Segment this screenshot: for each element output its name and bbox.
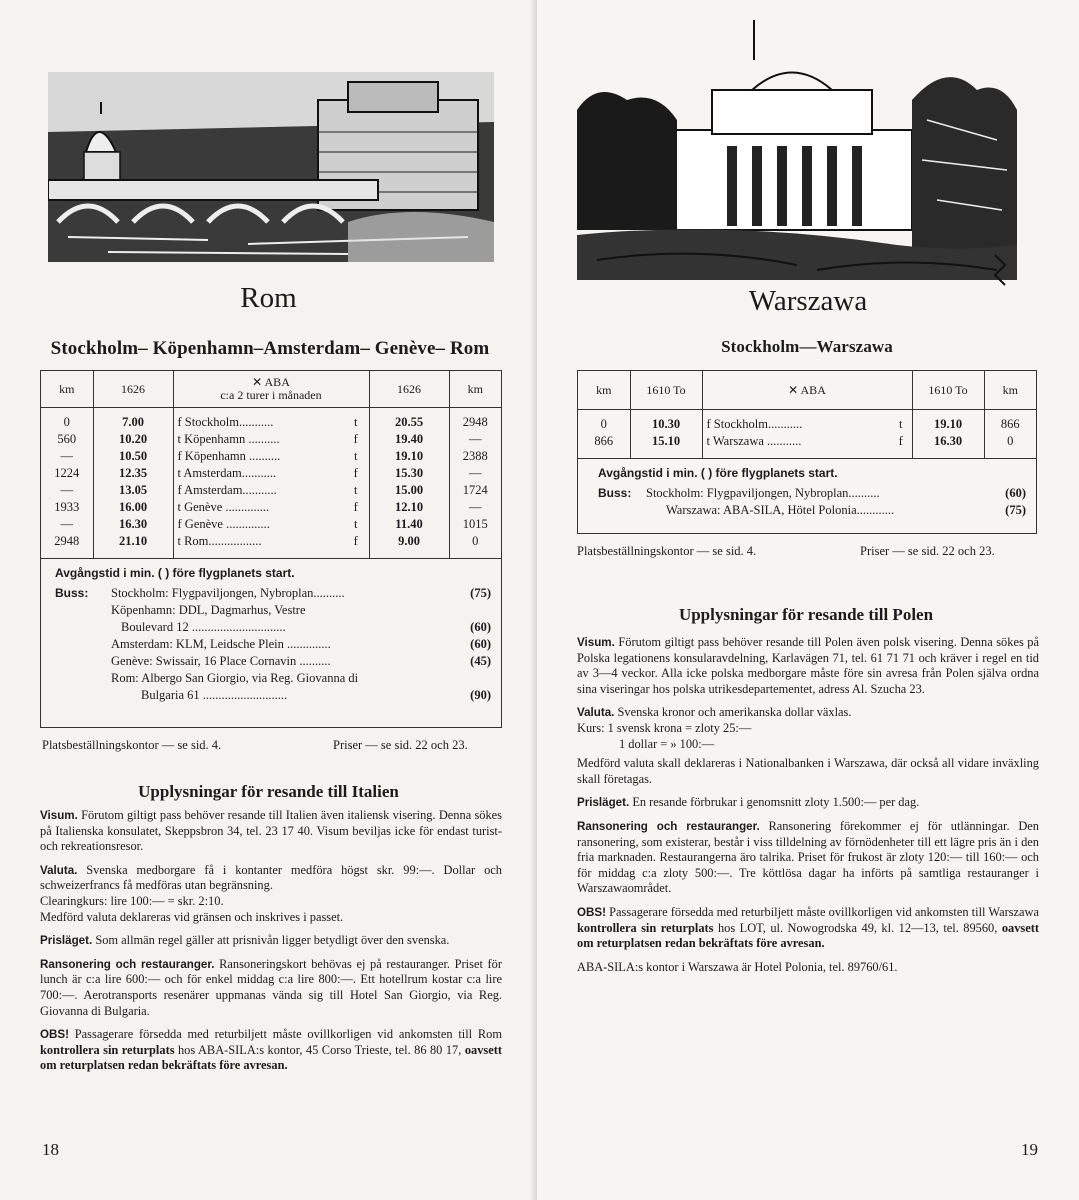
table-row: 2948 21.10 t Rom................. f 9.00 0	[41, 533, 501, 558]
page-number: 19	[1021, 1140, 1038, 1159]
table-row: 0 10.30 f Stockholm........... t 19.10 866	[578, 410, 1036, 434]
price-ref: Priser — se sid. 22 och 23.	[333, 738, 468, 752]
table-row: 560 10.20 t Köpenhamn .......... f 19.40 —	[41, 431, 501, 448]
bus-row: Amsterdam: KLM, Leidsche Plein .............. (60)	[111, 637, 491, 651]
table-row: 1933 16.00 t Genève .............. f 12.10 —	[41, 499, 501, 516]
rome-illustration	[48, 72, 494, 262]
bus-row: Buss: Stockholm: Flygpaviljongen, Nybroplan.......... (60)	[598, 486, 1026, 500]
bus-row: Boulevard 12 .............................. (60)	[121, 620, 491, 634]
table-row: 0 7.00 f Stockholm........... t 20.55 2948	[41, 408, 501, 432]
section-heading: Upplysningar för resande till Polen	[678, 605, 934, 624]
col-km-return: km	[984, 371, 1036, 410]
col-km: km	[41, 371, 93, 408]
bus-row: Genève: Swissair, 16 Place Cornavin .......... (45)	[111, 654, 491, 668]
col-flight: 1626	[93, 371, 173, 408]
table-row: — 13.05 f Amsterdam........... t 15.00 1724	[41, 482, 501, 499]
route-title: Stockholm—Warszawa	[721, 337, 893, 356]
col-airline: ✕ ABA	[702, 371, 912, 410]
bus-row: Bulgaria 61 ........................... (90)	[141, 688, 491, 702]
col-flight: 1610 To	[630, 371, 702, 410]
route-title: Stockholm– Köpenhamn–Amsterdam– Genève– Rom	[50, 338, 490, 359]
timetable	[41, 371, 501, 558]
bus-row: Rom: Albergo San Giorgio, via Reg. Giovanna di	[111, 671, 359, 685]
page-left	[0, 0, 537, 1200]
table-row: — 16.30 f Genève .............. t 11.40 1015	[41, 516, 501, 533]
timetable	[578, 371, 1036, 458]
timetable-notes	[578, 459, 1036, 527]
city-title: Warszawa	[748, 285, 868, 317]
timetable-box	[577, 370, 1037, 534]
city-title: Rom	[240, 282, 297, 314]
note-heading: Avgångstid i min. ( ) före flygplanets start.	[55, 566, 295, 580]
info-text: Visum. Förutom giltigt pass behöver resande till Polen även polsk visering. Denna sökes på Polska legationens konsularavdelning, Karlavägen 71, tel. 61 71 71 och kräver i regel en tid av 3—4 veckor. Alla icke polska medborgare måste före sin avresa från Polen själva ordna sina viseringar hos polska utrikesdepartementet, adress Al. Szucha 23. Valuta. Svenska kronor och amerikanska dollar växlas. Kurs: 1 svensk krona = zloty 25:— 1 dollar = » 100:— Medförd valuta skall deklareras i Nationalbanken i Warszawa, där också all vidare inväxling skall företagas. Prisläget. En resande förbrukar i genomsnitt zloty 1.500:— per dag. Ransonering och restauranger. Ransonering förekommer ej för utlänningar. Den ransonering, som existerar, består i viss tilldelning av förnödenheter till ett lägre pris än i den fria marknaden. Restaurangerna äro talrika. Priset för frukost är zloty 120:— till 160:— och för middag c:a zloty 500:—. Tre köttlösa dagar ha införts på samtliga restauranger i Warszawaområdet. OBS! Passagerare försedda med returbiljett måste ovillkorligen vid ankomsten till Warszawa kontrollera sin returplats hos LOT, ul. Nowogrodska 49, kl. 12—13, tel. 89560, oavsett om returplatsen redan bekräftats före avresan. ABA-SILA:s kontor i Warszawa är Hotel Polonia, tel. 89760/61.	[577, 635, 1039, 974]
warsaw-illustration	[577, 20, 1017, 290]
timetable-box	[40, 370, 502, 728]
page-right	[537, 0, 1079, 1200]
col-km: km	[578, 371, 630, 410]
col-flight-return: 1626	[369, 371, 449, 408]
bus-row: Buss: Stockholm: Flygpaviljongen, Nybroplan.......... (75)	[55, 586, 491, 600]
table-row: — 10.50 f Köpenhamn .......... t 19.10 2388	[41, 448, 501, 465]
col-flight-return: 1610 To	[912, 371, 984, 410]
bus-row: Köpenhamn: DDL, Dagmarhus, Vestre	[111, 603, 306, 617]
booking-ref: Platsbeställningskontor — se sid. 4.	[577, 544, 757, 558]
col-km-return: km	[449, 371, 501, 408]
price-ref: Priser — se sid. 22 och 23.	[860, 544, 995, 558]
table-row: 1224 12.35 t Amsterdam........... f 15.30 —	[41, 465, 501, 482]
booking-ref: Platsbeställningskontor — se sid. 4.	[42, 738, 222, 752]
info-text: Visum. Förutom giltigt pass behöver resande till Italien även italiensk visering. Denna sökes på Italienska konsulatet, Skeppsbron 34, tel. 23 17 40. Visum beviljas icke för endast turist- och rekreationsresor. Valuta. Svenska medborgare få i kontanter medföra högst skr. 99:—. Dollar och schweizerfrancs få medföras utan begränsning. Clearingkurs: lire 100:— = skr. 2:10. Medförd valuta deklareras vid gränsen och inskrives i passet. Prisläget. Som allmän regel gäller att prisnivån ligger betydligt över den svenska. Ransonering och restauranger. Ransoneringskort behövas ej på restauranger. Priset för lunch är c:a lire 600:— och för enkel middag c:a lire 800:—. Ett hotellrum kostar c:a lire 700:—. Aerotransports resenärer uppmanas vända sig till Hotel San Giorgio, via Reg. Giovanna di Bulgaria. OBS! Passagerare försedda med returbiljett måste ovillkorligen vid ankomsten till Rom kontrollera sin returplats hos ABA-SILA:s kontor, 45 Corso Trieste, tel. 86 80 17, oavsett om returplatsen redan bekräftats före avresan.	[40, 808, 502, 1073]
bus-row: Warszawa: ABA-SILA, Hötel Polonia............ (75)	[666, 503, 1026, 517]
note-heading: Avgångstid i min. ( ) före flygplanets start.	[598, 466, 838, 480]
col-airline: ✕ ABA c:a 2 turer i månaden	[173, 371, 369, 408]
section-heading: Upplysningar för resande till Italien	[138, 782, 399, 801]
timetable-notes	[41, 559, 501, 712]
page-number: 18	[42, 1140, 59, 1159]
table-row: 866 15.10 t Warszawa ........... f 16.30 0	[578, 433, 1036, 458]
